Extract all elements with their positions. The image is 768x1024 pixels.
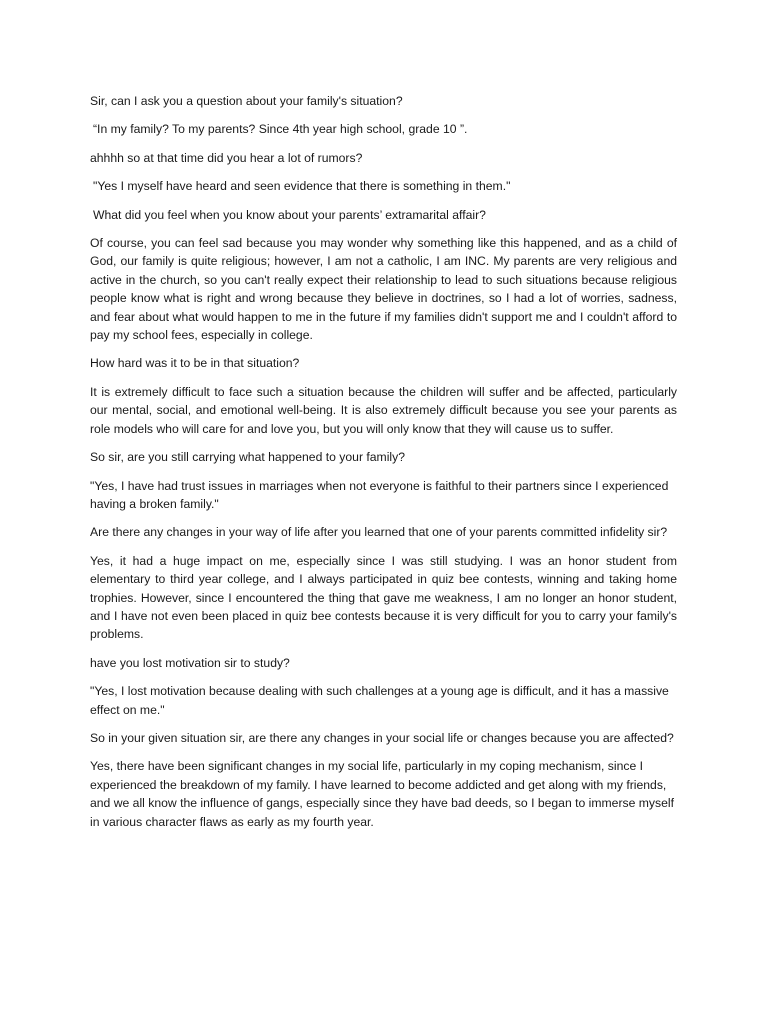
answer-feelings: Of course, you can feel sad because you may wonder why something like this happened, and as a child of God, our family is quite religious; however, I am not a catholic, I am INC. My parents are very religious and active in the church, so you can't really expect their relationship to lead to such situations because religious people know what is right and wrong because they believe in doctrines, so I had a lot of worries, sadness, and fear about what would happen to me in the future if my families didn't support me and I couldn't afford to pay my school fees, especially in college. [90, 236, 677, 343]
answer-way-of-life: Yes, it had a huge impact on me, especially since I was still studying. I was an honor student from elementary to third year college, and I always participated in quiz bee contests, winning and taking home trophies. However, since I encountered the thing that gave me weakness, I am no longer an honor student, and I have not even been placed in quiz bee contests because it is very difficult for you to carry your family's problems. [90, 553, 677, 642]
question-motivation: have you lost motivation sir to study? [90, 655, 290, 670]
question-rumors: ahhhh so at that time did you hear a lot of rumors? [90, 150, 363, 165]
document-page [90, 92, 677, 841]
question-way-of-life: Are there any changes in your way of life after you learned that one of your parents committed infidelity sir? [90, 525, 668, 540]
answer-still-carrying: "Yes, I have had trust issues in marriages when not everyone is faithful to their partners since I experienced having a broken family." [90, 478, 669, 511]
answer-difficulty: It is extremely difficult to face such a situation because the children will suffer and be affected, particularly our mental, social, and emotional well-being. It is also extremely difficult because you see your parents as role models who will care for and love you, but you will only know that they will cause us to suffer. [90, 384, 677, 436]
answer-motivation: "Yes, I lost motivation because dealing with such challenges at a young age is difficult, and it has a massive effect on me." [90, 684, 669, 717]
answer-social-life: Yes, there have been significant changes in my social life, particularly in my coping mechanism, since I experienced the breakdown of my family. I have learned to become addicted and get along with my friends, and we all know the influence of gangs, especially since they have bad deeds, so I began to immerse myself in various character flaws as early as my fourth year. [90, 759, 674, 829]
question-still-carrying: So sir, are you still carrying what happened to your family? [90, 450, 405, 465]
answer-family-situation: “In my family? To my parents? Since 4th year high school, grade 10 ”. [93, 122, 468, 137]
question-feelings: What did you feel when you know about your parents’ extramarital affair? [93, 207, 486, 222]
question-difficulty: How hard was it to be in that situation? [90, 356, 300, 371]
answer-rumors: "Yes I myself have heard and seen evidence that there is something in them." [93, 179, 511, 194]
question-social-life: So in your given situation sir, are there any changes in your social life or changes because you are affected? [90, 730, 674, 745]
question-family-situation: Sir, can I ask you a question about your family's situation? [90, 94, 403, 108]
